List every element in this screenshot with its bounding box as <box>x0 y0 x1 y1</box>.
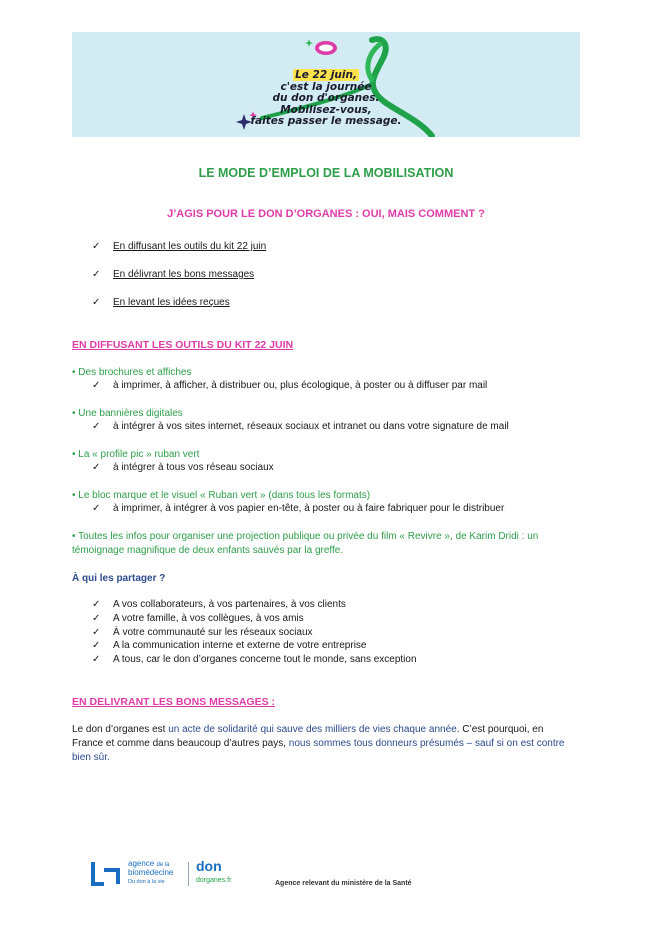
checkmark-icon: ✓ <box>92 241 101 252</box>
kit-item-label: • Des brochures et affiches <box>72 367 192 378</box>
share-heading: À qui les partager ? <box>72 573 166 584</box>
biomedecine-logo-icon <box>90 860 122 888</box>
messages-paragraph: Le don d’organes est un acte de solidarité qui sauve des milliers de vies chaque année. C’est pourquoi, en France et comme dans beaucoup d’autres pays, nous sommes tous donneurs présumés – sauf si on est contre bien sûr. <box>72 724 565 763</box>
checkmark-icon: ✓ <box>92 297 101 308</box>
banner-line-3: du don d'organes. <box>272 92 380 104</box>
checkmark-icon: ✓ <box>92 462 101 473</box>
checkmark-icon: ✓ <box>92 269 101 280</box>
section-heading-messages: EN DELIVRANT LES BONS MESSAGES : <box>72 696 276 708</box>
checkmark-icon: ✓ <box>92 640 101 651</box>
kit-item-label: • La « profile pic » ruban vert <box>72 449 200 460</box>
film-info-line-2: témoignage magnifique de deux enfants sauvés par la greffe. <box>72 545 344 556</box>
checkmark-icon: ✓ <box>92 613 101 624</box>
banner-line-4: Mobilisez-vous, <box>280 103 372 116</box>
checkmark-icon: ✓ <box>92 503 101 514</box>
mouth-icon <box>315 41 337 55</box>
kit-item-label: • Le bloc marque et le visuel « Ruban vert » (dans tous les formats) <box>72 490 371 501</box>
checkmark-icon: ✓ <box>92 599 101 610</box>
banner-slogan <box>72 70 580 128</box>
banner-line-1: Le 22 juin, <box>295 69 357 81</box>
dorganes-url: dorganes.fr <box>196 877 232 884</box>
checkmark-icon: ✓ <box>92 654 101 665</box>
kit-item-label: • Une bannières digitales <box>72 408 183 419</box>
banner-line-2: c'est la journée <box>280 80 372 93</box>
banner-line-5: faites passer le message. <box>250 115 402 127</box>
section-heading-kit: EN DIFFUSANT LES OUTILS DU KIT 22 JUIN <box>72 339 294 351</box>
ministry-note: Agence relevant du ministère de la Santé <box>275 880 412 887</box>
page-title: LE MODE D’EMPLOI DE LA MOBILISATION <box>198 166 454 180</box>
film-info-line-1: • Toutes les infos pour organiser une projection publique ou privée du film « Revivre », de Karim Dridi : un <box>72 531 539 542</box>
page-subtitle: J’AGIS POUR LE DON D’ORGANES : OUI, MAIS COMMENT ? <box>167 208 485 220</box>
checkmark-icon: ✓ <box>92 627 101 638</box>
checkmark-icon: ✓ <box>92 380 101 391</box>
checkmark-icon: ✓ <box>92 421 101 432</box>
header-banner <box>72 32 580 137</box>
don-wordmark: don <box>196 858 222 874</box>
divider <box>188 862 189 886</box>
